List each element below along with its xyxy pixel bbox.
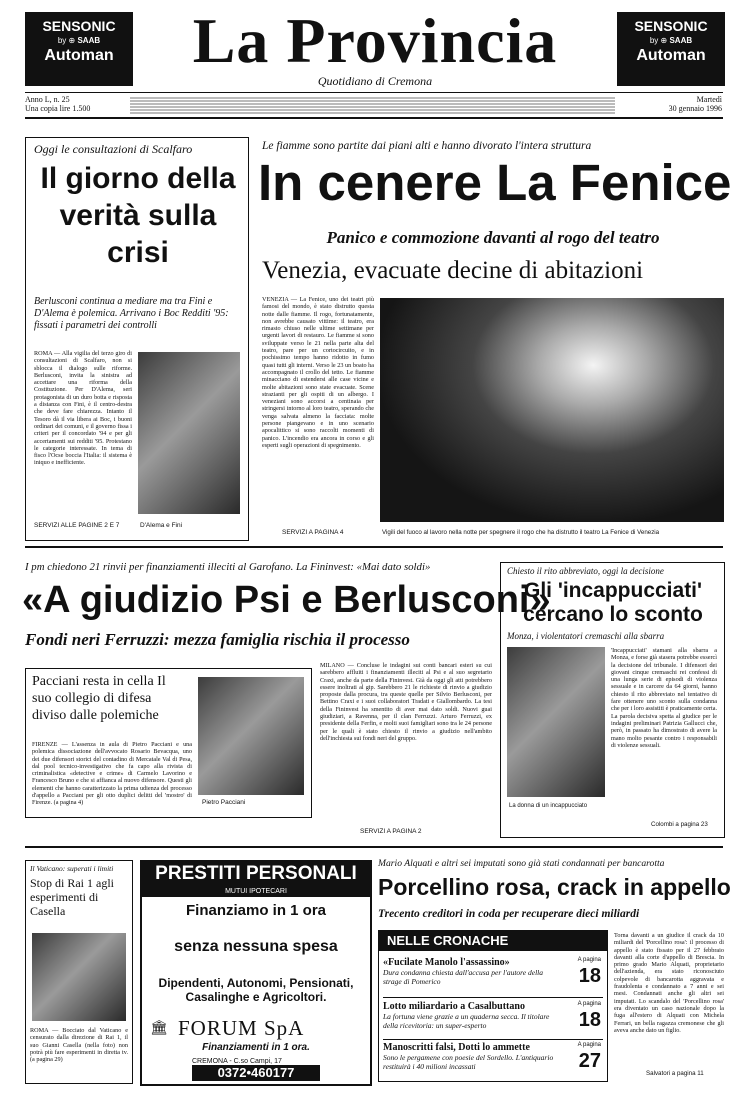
cronache-page-label: A pagina <box>577 1001 601 1007</box>
incappucciati-services[interactable]: Colombi a pagina 23 <box>651 821 708 828</box>
fenice-kicker: Le fiamme sono partite dai piani alti e hanno divorato l'intera struttura <box>262 140 592 152</box>
cronache-headline: Lotto miliardario a Casalbuttano <box>383 1001 525 1012</box>
psi-body: MILANO — Concluse le indagini sui conti bancari esteri su cui sarebbero affluiti i finanziamenti illeciti al Psi e al suo segretario Craxi, anche da parte della Fininvest. Già da oggi gli atti potrebbero essere inoltrati al gip. Sarebbero 21 le richieste di rinvio a giudizio proposte dalla procura, tra queste quelle per Silvio Berlusconi, per Bettino Craxi e i suoi collaboratori Tradati e Giallombardo. La tesi della Fininvest ha smentito di aver mai dato soldi. Nuovi guai giudiziari, a Ravenna, per il clan Ferruzzi. Arturo Ferruzzi, ex presidente della Ferfin, e molti suoi famigliari sono tra le 24 persone per le quali è stato chiesto il rinvio a giudizio nell'ambito dell'inchiesta sui fondi neri del gruppo. <box>320 662 492 742</box>
prestiti-tagline: Finanziamenti in 1 ora. <box>202 1042 310 1053</box>
saab-logo-icon: ⊕ <box>68 36 76 45</box>
incappucciati-deck: Monza, i violentatori cremaschi alla sbarra <box>507 631 665 641</box>
masthead-fineprint <box>130 96 615 114</box>
ad-brand: SENSONIC <box>42 18 116 34</box>
prestiti-phone[interactable]: 0372•460177 <box>192 1065 320 1081</box>
scalfaro-kicker: Oggi le consultazioni di Scalfaro <box>34 142 193 156</box>
prestiti-line1: Finanziamo in 1 ora <box>185 902 327 919</box>
fenice-deck-secondary: Venezia, evacuate decine di abitazioni <box>262 257 644 284</box>
casella-headline: Stop di Rai 1 agli esperimenti di Casella <box>30 876 114 918</box>
incappucciati-headline: Gli 'incappucciati' cercano lo sconto <box>523 579 703 626</box>
incappucciati-caption: La donna di un incappucciato <box>509 803 588 809</box>
section-rule-lower <box>25 846 723 848</box>
cronache-text: La fortuna viene grazie a un quaderna secca. Il titolare della ricevitoria: un super-esperto <box>383 1012 550 1030</box>
fenice-services[interactable]: SERVIZI A PAGINA 4 <box>282 529 344 536</box>
issue-weekday: Martedì <box>696 95 722 104</box>
cronache-box <box>378 930 608 1082</box>
prestiti-line2: senza nessuna spesa <box>174 938 338 955</box>
saab-logo-icon: ⊕ <box>660 36 668 45</box>
forum-columns-icon: 🏛 <box>150 1021 168 1036</box>
scalfaro-deck: Berlusconi continua a mediare ma tra Fini e D'Alema è polemica. Arrivano i Boc Redditi '95: fissati i parametri dei controlli <box>34 296 229 331</box>
porcellino-deck: Trecento creditori in coda per recuperare dieci miliardi <box>378 908 640 920</box>
masthead-rule <box>25 92 723 93</box>
incappucciati-photo <box>507 647 605 797</box>
psi-services[interactable]: SERVIZI A PAGINA 2 <box>360 828 422 835</box>
fenice-body: VENEZIA — La Fenice, uno dei teatri più famosi del mondo, è stato distrutto questa notte dalle fiamme. Il rogo, fortunatamente, non avrebbe causato vittime: il teatro, era rimasto chiuso nelle ultime settimane per urgenti lavori di restauro. Le fiamme si sono sviluppate verso le 21 nella parte alta del teatro, pare per un cortocircuito, e in pochissimo tempo hanno ridotto in fumo quasi tutti gli interni. Verso le 23 un boato ha accompagnato il crollo del tetto. Le fiamme minacciano di estendersi alle case vicine e molte abitazioni sono state evacuate. Scene strazianti per gli ospiti di un albergo. I veneziani sono accorsi a centinaia per stringersi intorno al loro teatro, sperando che venga salvata almeno la facciata: molte persone piangevano e in uno scenario apocalittico si sono raccolti momenti di panico. L'incendio era ancora in corso e gli esperti sugli operazioni di spegnimento. <box>262 296 374 449</box>
pacciani-caption: Pietro Pacciani <box>202 799 246 806</box>
issue-number: Anno L, n. 25 <box>25 95 70 104</box>
prestiti-city: CREMONA - C.so Campi, 17 <box>192 1058 282 1065</box>
cronache-text: Dura condanna chiesta dall'accusa per l'autore della strage di Pomerico <box>383 968 543 986</box>
ad-by: by <box>649 36 659 45</box>
incappucciati-article[interactable] <box>500 562 725 838</box>
cronache-page-label: A pagina <box>577 957 601 963</box>
newspaper-title: La Provincia <box>192 5 558 76</box>
scalfaro-services[interactable]: SERVIZI ALLE PAGINE 2 E 7 <box>34 522 120 529</box>
casella-article[interactable] <box>25 860 133 1084</box>
cronache-page-number: 18 <box>578 1009 601 1031</box>
porcellino-body: Torna davanti a un giudice il crack da 10 miliardi del 'Porcellino rosa': il processo di appello è stato fissato per il 27 febbraio davanti alla corte d'appello di Brescia. In primo grado Mario Alquati, proprietario dell'azienda, era stato riconosciuto colpevole di bancarotta aggravata e fraudolenta e condannato a 7 anni e sei mesi. Condannati anche gli altri sei imputati. Lo scandalo del 'Porcellino rosa' era diventato un caso nazionale dopo la fuga all'estero di Alquati con Michela Ferrari, un bella ragazza cremonese che gli aveva anche dato un figlio. <box>614 932 724 1034</box>
prestiti-line3: Dipendenti, Autonomi, Pensionati, Casalinghe e Agricoltori. <box>158 976 354 1004</box>
scalfaro-article[interactable] <box>25 137 249 541</box>
fenice-deck: Panico e commozione davanti al rogo del teatro <box>326 228 660 247</box>
incappucciati-kicker: Chiesto il rito abbreviato, oggi la decisione <box>507 566 664 576</box>
pacciani-article[interactable] <box>25 668 312 818</box>
ad-sensonic-left[interactable] <box>25 12 133 86</box>
masthead-rule-bottom <box>25 117 723 119</box>
cronache-divider <box>383 997 603 998</box>
cronache-text: Sono le pergamene con poesie del Sordello. L'antiquario restituirà i 40 milioni incassati <box>383 1053 554 1071</box>
cronache-page-number: 27 <box>578 1050 601 1072</box>
psi-deck: Fondi neri Ferruzzi: mezza famiglia rischia il processo <box>25 630 410 649</box>
casella-photo <box>32 933 126 1021</box>
fenice-fire-photo <box>380 298 724 522</box>
pacciani-headline: Pacciani resta in cella Il suo collegio di difesa diviso dalle polemiche <box>32 674 166 723</box>
casella-kicker: Il Vaticano: superati i limiti <box>30 864 114 873</box>
prestiti-ad[interactable] <box>140 860 372 1086</box>
cronache-divider <box>383 1039 603 1040</box>
cronache-item[interactable] <box>383 1001 603 1039</box>
section-rule <box>25 546 723 548</box>
ad-by: by <box>57 36 67 45</box>
porcellino-kicker: Mario Alquati e altri sei imputati sono già stati condannati per bancarotta <box>378 858 665 869</box>
ad-sensonic-right[interactable] <box>617 12 725 86</box>
cronache-headline: Manoscritti falsi, Dotti lo ammette <box>383 1042 530 1053</box>
prestiti-brand: FORUM SpA <box>178 1016 305 1040</box>
porcellino-services[interactable]: Salvatori a pagina 11 <box>646 1070 704 1077</box>
cronache-item[interactable] <box>383 957 603 995</box>
ad-maker: SAAB <box>669 36 693 45</box>
casella-body: ROMA — Bocciato dal Vaticano e censurato dalla direzione di Rai 1, il suo Gianni Casella (nella foto) non potrà più fare esperimenti in diretta tv. (a pagina 29) <box>30 1027 128 1064</box>
cronache-title: NELLE CRONACHE <box>379 931 607 951</box>
cronache-headline: «Fucilate Manolo l'assassino» <box>383 957 510 968</box>
cronache-item[interactable] <box>383 1042 603 1080</box>
dalema-fini-photo <box>138 352 240 514</box>
psi-headline: «A giudizio Psi e Berlusconi» <box>22 579 551 621</box>
pacciani-body: FIRENZE — L'assenza in aula di Pietro Pacciani e una polemica dissociazione dell'avvocato Rosario Bevacqua, uno dei due difensori storici del contadino di Mercatale Val di Pesa, dal pool tecnico-investigativo che fa capo alla rivista di criminalistica «detective e crime» di Carmelo Lavorino e Francesco Bruno e che si affianca al nuovo difensore. Questi gli elementi che hanno caratterizzato la prima udienza del processo d'appello a Pacciani per gli otto duplici delitti del 'mostro' di Firenze. (a pagina 4) <box>32 741 192 807</box>
ad-dealer: Automan <box>636 47 706 64</box>
porcellino-headline: Porcellino rosa, crack in appello <box>378 874 731 900</box>
ad-brand: SENSONIC <box>634 18 708 34</box>
pacciani-photo <box>198 677 304 795</box>
scalfaro-body: ROMA — Alla vigilia del terzo giro di consultazioni di Scalfaro, non si sblocca il dialogo sulle riforme. Berlusconi, invita la sinistra ad accettare una riforma della Costituzione. Per D'Alema, seri protagonista di un duro botta e risposta a distanza con Fini, è il centro-destra che deve fare chiarezza. Intanto il Tesoro dà il via libera ai Boc, i buoni ordinari dei comuni, e il governo fissa i criteri per il concordato '94 e per gli accertamenti sui redditi '95. Protestano le categorie interessate. In tema di fisco l'Ocse boccia l'Italia: il sistema è iniquo e inefficiente. <box>34 350 132 467</box>
cronache-page-label: A pagina <box>577 1042 601 1048</box>
scalfaro-headline: Il giorno della verità sulla crisi <box>40 162 236 269</box>
cronache-page-number: 18 <box>578 965 601 987</box>
psi-kicker: I pm chiedono 21 rinvii per finanziamenti illeciti al Garofano. La Fininvest: «Mai dato soldi» <box>25 561 431 573</box>
issue-price: Una copia lire 1.500 <box>25 104 91 113</box>
incappucciati-body: 'Incappucciati' stamani alla sbarra a Monza, e forse già stasera potrebbe essercì la decisione del tribunale. I difensori dei giovani cinque cremaschi rei confessi di una lunga serie di episodi di violenza sessuale e in carcere da 64 giorni, hanno chiesto il rito abbreviato nel tentativo di fare ottenere uno sconto sulla condanna che per i loro assistiti è praticamente certa. La parola decisiva spetta al giudice per le indagini preliminari Patrizia Gallucci che, però, in passato ha dimostrato di avere la mano molto pesante contro i responsabili di violenze sessuali. <box>611 647 717 749</box>
ad-maker: SAAB <box>77 36 101 45</box>
issue-date: 30 gennaio 1996 <box>668 104 722 113</box>
scalfaro-photo-caption: D'Alema e Fini <box>140 522 183 529</box>
fenice-photo-caption: Vigili del fuoco al lavoro nella notte per spegnere il rogo che ha distrutto il teatro La Fenice di Venezia <box>382 529 660 536</box>
prestiti-title: PRESTITI PERSONALI <box>142 862 370 886</box>
newspaper-subtitle: Quotidiano di Cremona <box>317 74 433 88</box>
ad-dealer: Automan <box>44 47 114 64</box>
prestiti-subtitle: MUTUI IPOTECARI <box>142 886 370 897</box>
fenice-headline: In cenere La Fenice <box>258 154 732 211</box>
